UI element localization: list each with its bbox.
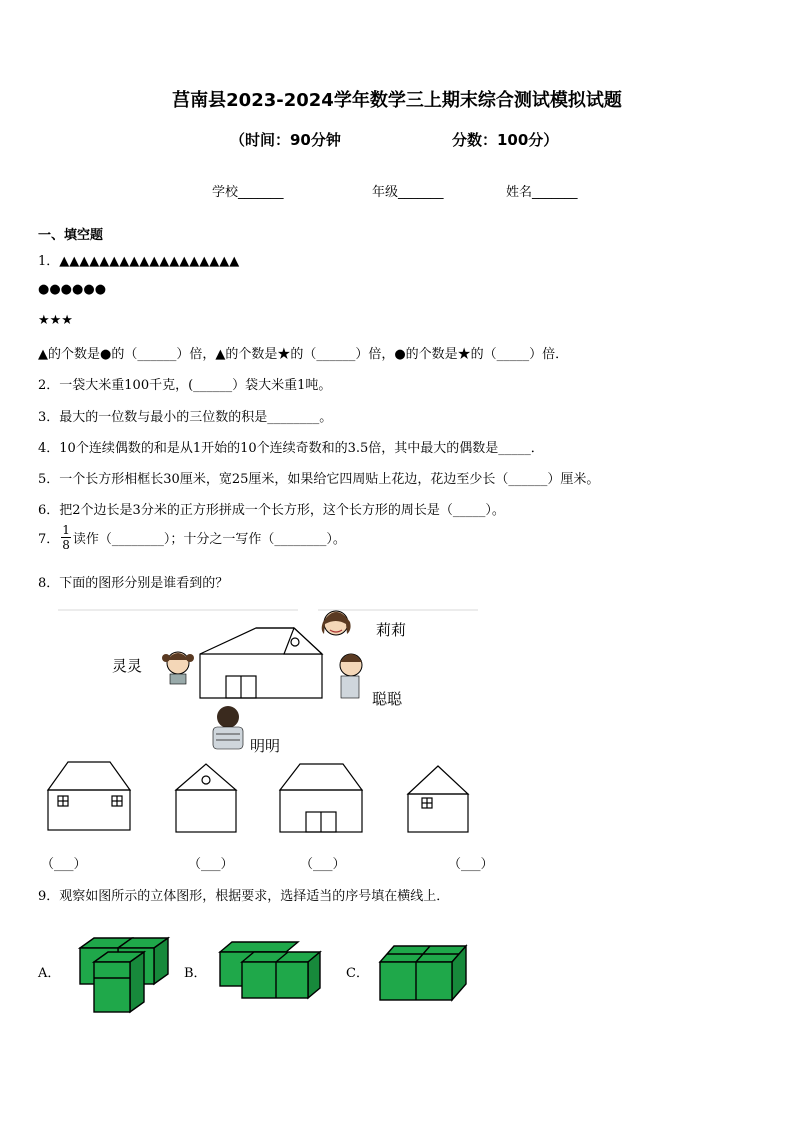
kid-mingming bbox=[213, 706, 243, 749]
exam-score: 分数：100分） bbox=[452, 131, 559, 149]
option-b-cubes bbox=[218, 940, 324, 1004]
question-6: 6．把2个边长是3分米的正方形拼成一个长方形，这个长方形的周长是（_____）。 bbox=[38, 503, 505, 518]
question-5: 5．一个长方形相框长30厘米，宽25厘米，如果给它四周贴上花边，花边至少长（______）厘米。 bbox=[38, 472, 600, 487]
kid-lingling bbox=[162, 652, 194, 684]
cube-group-b bbox=[220, 942, 320, 998]
question-4: 4．10个连续偶数的和是从1开始的10个连续奇数和的3.5倍，其中最大的偶数是_____． bbox=[38, 441, 544, 456]
option-a-cubes bbox=[76, 934, 174, 1018]
view-1-house bbox=[48, 762, 130, 830]
name-lingling: 灵灵 bbox=[112, 657, 143, 675]
fraction-numerator: 1 bbox=[62, 523, 70, 537]
fraction-denominator: 8 bbox=[62, 538, 70, 552]
option-c-cubes bbox=[378, 944, 470, 1004]
exam-time: （时间：90分钟 bbox=[230, 131, 341, 149]
option-c-label: C． bbox=[346, 966, 369, 981]
question-1-circles: ●●●●●● bbox=[38, 282, 107, 297]
answer-blank-4[interactable]: （___） bbox=[448, 857, 494, 872]
question-3: 3．最大的一位数与最小的三位数的积是________。 bbox=[38, 410, 333, 425]
question-7 bbox=[38, 523, 346, 552]
answer-blank-1[interactable]: （___） bbox=[41, 857, 87, 872]
question-7-number: 7． bbox=[38, 532, 60, 547]
option-a-label: A． bbox=[38, 966, 61, 981]
answer-blank-3[interactable]: （___） bbox=[300, 857, 346, 872]
name-lili: 莉莉 bbox=[376, 621, 407, 639]
q8-scene-figure bbox=[38, 600, 488, 850]
option-b-label: B． bbox=[184, 966, 207, 981]
section-heading: 一、填空题 bbox=[38, 228, 104, 243]
name-field: 姓名_______ bbox=[506, 185, 578, 200]
kid-lili bbox=[322, 611, 351, 635]
school-field: 学校_______ bbox=[212, 185, 284, 200]
fraction-one-eighth bbox=[61, 523, 71, 552]
page-title: 莒南县2023-2024学年数学三上期末综合测试模拟试题 bbox=[172, 90, 622, 111]
name-congcong: 聪聪 bbox=[372, 690, 403, 708]
question-1-triangles: 1．▲▲▲▲▲▲▲▲▲▲▲▲▲▲▲▲▲▲ bbox=[38, 254, 240, 269]
question-9: 9．观察如图所示的立体图形，根据要求，选择适当的序号填在横线上． bbox=[38, 889, 450, 904]
name-mingming: 明明 bbox=[250, 737, 281, 755]
question-1-stars: ★★★ bbox=[38, 313, 73, 328]
view-3-house bbox=[280, 764, 362, 832]
view-2-house bbox=[176, 764, 236, 832]
view-4-house bbox=[408, 766, 468, 832]
main-house bbox=[200, 628, 322, 698]
answer-blank-2[interactable]: （___） bbox=[188, 857, 234, 872]
question-8: 8．下面的图形分别是谁看到的？ bbox=[38, 576, 229, 591]
question-7-text: 读作（________）；十分之一写作（________）。 bbox=[72, 532, 346, 547]
cube-group-c bbox=[380, 946, 466, 1000]
grade-field: 年级_______ bbox=[372, 185, 444, 200]
question-1-text: ▲的个数是●的（______）倍，▲的个数是★的（______）倍，●的个数是★的（_____）倍． bbox=[38, 347, 569, 362]
cube-group-a bbox=[80, 938, 168, 1012]
question-2: 2．一袋大米重100千克，(______）袋大米重1吨。 bbox=[38, 378, 332, 393]
kid-congcong bbox=[340, 654, 362, 698]
